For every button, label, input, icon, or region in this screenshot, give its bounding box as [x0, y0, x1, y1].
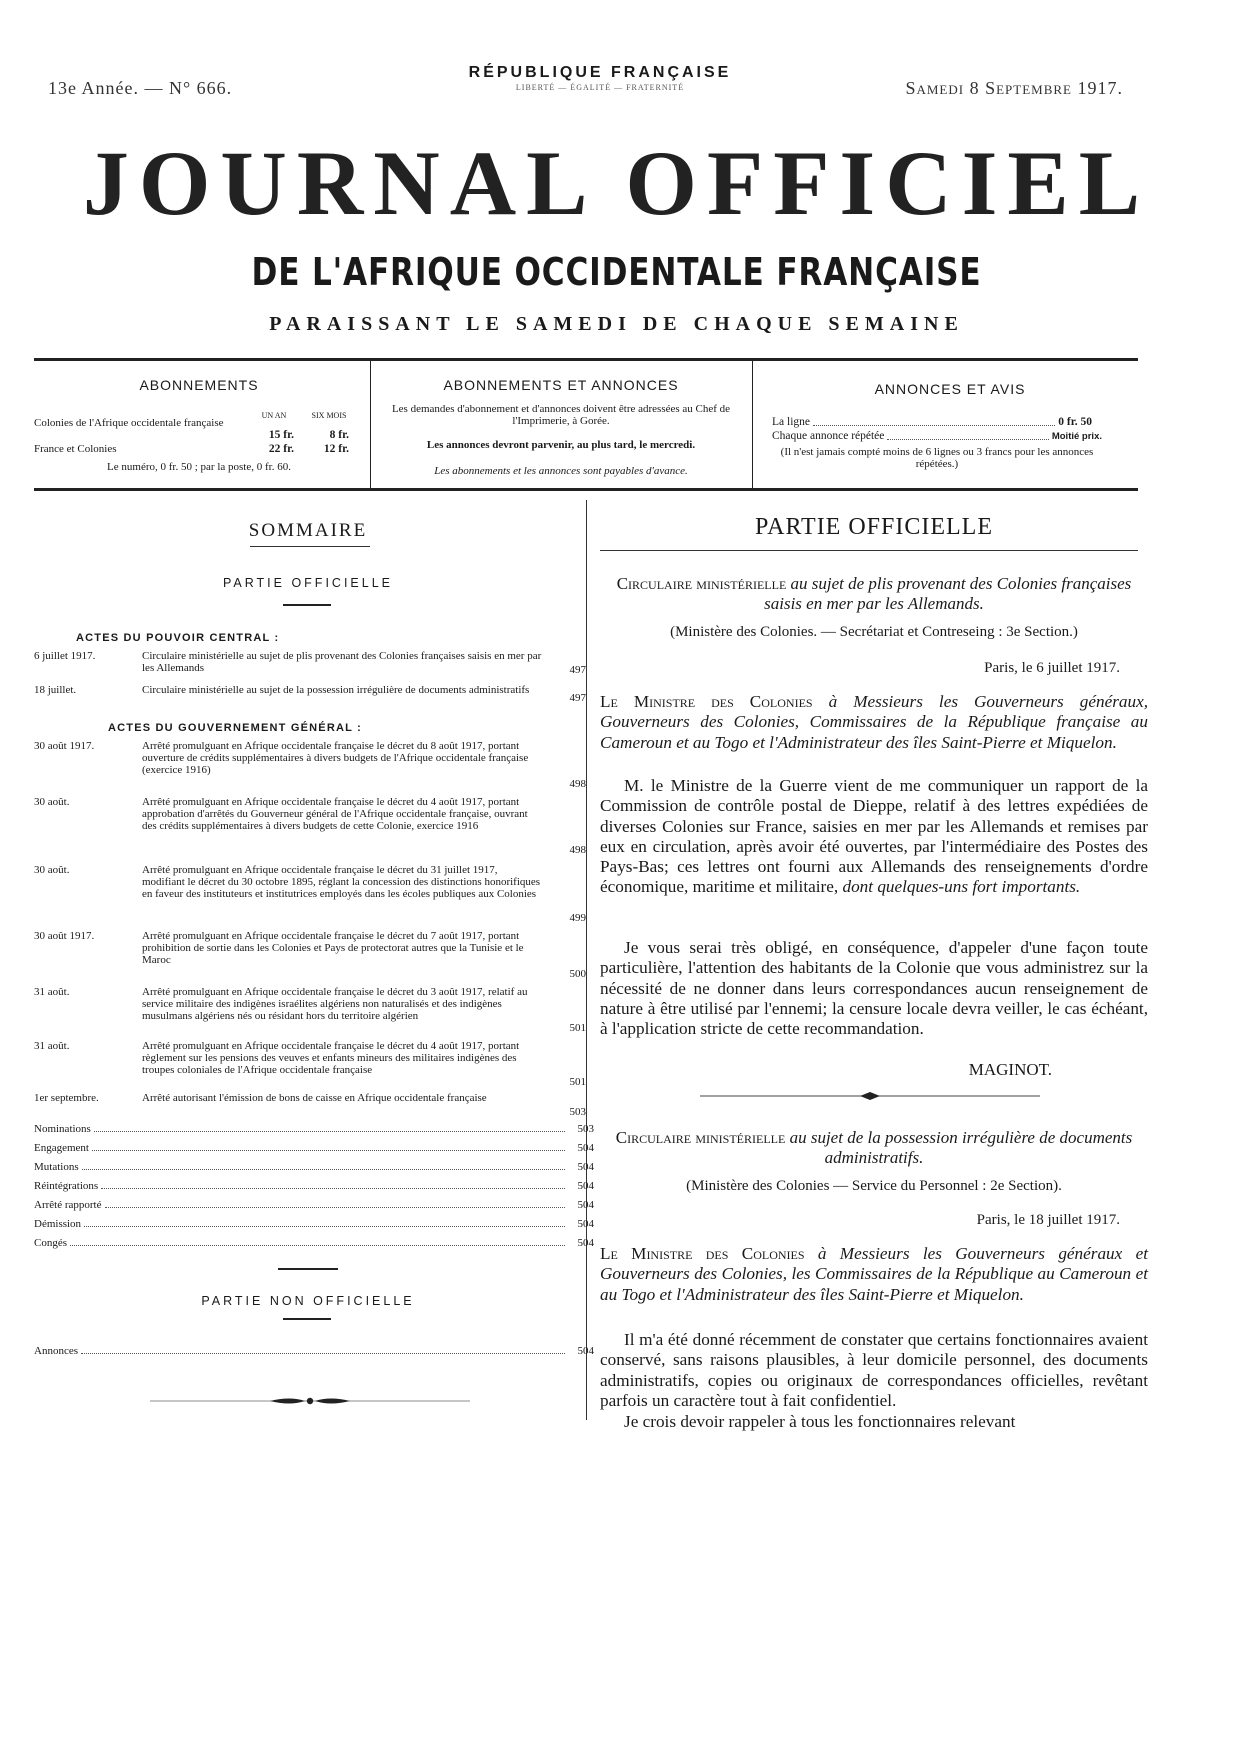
- toc-text: Arrêté promulguant en Afrique occidentale française le décret du 8 août 1917, portant ouverture de crédits supplémentaires à divers budgets de l'Afrique occidentale française (exercice 1916): [142, 740, 529, 776]
- circular-1-dept: (Ministère des Colonies. — Secrétariat et Contreseing : 3e Section.): [670, 624, 1078, 640]
- acts-general-heading: ACTES DU GOUVERNEMENT GÉNÉRAL :: [108, 722, 362, 734]
- sub-price-note: Le numéro, 0 fr. 50 ; par la poste, 0 fr. 60.: [107, 461, 291, 473]
- toc-simple-page: 504: [577, 1180, 594, 1192]
- toc-date: 1er septembre.: [34, 1092, 99, 1104]
- circular-2-place: Paris, le 18 juillet 1917.: [976, 1212, 1120, 1228]
- summary-part-official: PARTIE OFFICIELLE: [222, 576, 393, 590]
- toc-simple-item[interactable]: [34, 1199, 594, 1211]
- ornament-divider: [150, 1394, 470, 1408]
- toc-simple-label: Arrêté rapporté: [34, 1199, 102, 1211]
- toc-date: 18 juillet.: [34, 684, 77, 696]
- circular-1-address-rest: à Messieurs les Gouverneurs généraux, Gouverneurs des Colonies, Commissaires de la République française au Cameroun et au Togo et l'Administrateur des îles Saint-Pierre et Miquelon.: [600, 692, 1149, 752]
- sub-row-2-year: 22 fr.: [268, 443, 294, 455]
- circular-1-place: Paris, le 6 juillet 1917.: [984, 660, 1120, 676]
- toc-simple-item[interactable]: [34, 1218, 594, 1230]
- toc-date: 30 août.: [34, 796, 70, 808]
- issue-number: 13e Année. — N° 666.: [48, 78, 233, 98]
- subs-ads-line-3: Les abonnements et les annonces sont payables d'avance.: [434, 465, 688, 477]
- toc-page: 497: [569, 692, 586, 704]
- masthead-title: JOURNAL OFFICIEL: [82, 132, 1151, 234]
- circular-2-paragraph-2: Je crois devoir rappeler à tous les fonctionnaires relevant: [624, 1412, 1016, 1431]
- toc-text: Arrêté promulguant en Afrique occidentale française le décret du 3 août 1917, relatif au service militaire des indigènes israélites algériens non naturalisés et des indigènes musulmans algériens nés ou résidant hors du territoire algérien: [142, 986, 528, 1022]
- republic-heading: [400, 64, 800, 92]
- ads-note: (Il n'est jamais compté moins de 6 lignes ou 3 francs pour les annonces répétées.): [780, 446, 1094, 470]
- subs-ads-panel: [376, 361, 746, 488]
- toc-simple-item[interactable]: [34, 1142, 594, 1154]
- toc-simple-page: 504: [577, 1218, 594, 1230]
- toc-simple-page: 504: [577, 1199, 594, 1211]
- toc-annonces[interactable]: [34, 1345, 594, 1357]
- subs-ads-heading: ABONNEMENTS ET ANNONCES: [443, 377, 679, 393]
- circular-1-paragraph-2: Je vous serai très obligé, en conséquence, d'appeler d'une façon toute particulière, l'attention des habitants de la Colonie que vous administrez sur la nécessité de ne donner dans leurs correspondances aucun renseignement de nature à être utilisé par l'ennemi; la censure locale devra veiller, le cas échéant, à l'application stricte de cette recommandation.: [600, 938, 1148, 1039]
- circular-2-paragraph-1: Il m'a été donné récemment de constater que certains fonctionnaires avaient conservé, sans raisons plausibles, à leur domicile personnel, des documents administratifs, copies ou originaux de correspondances officielles, revêtant parfois un caractère tout à fait confidentiel.: [600, 1330, 1148, 1410]
- ads-row-2-value: Moitié prix.: [1051, 431, 1102, 442]
- circular-1-p1-text: M. le Ministre de la Guerre vient de me communiquer un rapport de la Commission de contrôle postal de Dieppe, relatif à des lettres expédiées de diverses Colonies sur France, saisies en mer par les Allemands et remises par eux en circulation, après avoir été ouvertes, par l'intermédiaire des Postes des Pays-Bas; ces lettres ont fourni aux Allemands des renseignements d'ordre économique, maritime et militaire,: [600, 776, 1148, 897]
- toc-page: 497: [569, 664, 586, 676]
- toc-annonces-page: 504: [577, 1345, 594, 1357]
- toc-simple-item[interactable]: [34, 1123, 594, 1135]
- subscription-box: [34, 358, 1138, 491]
- toc-date: 30 août 1917.: [34, 930, 95, 942]
- toc-date: 31 août.: [34, 1040, 70, 1052]
- summary-rule: [250, 546, 370, 547]
- toc-simple-label: Mutations: [34, 1161, 79, 1173]
- circular-1-heading-lead: Circulaire ministérielle: [616, 574, 787, 593]
- summary-rule: [278, 1268, 338, 1270]
- toc-page: 503: [569, 1106, 586, 1118]
- toc-date: 6 juillet 1917.: [34, 650, 96, 662]
- summary-rule: [283, 1318, 331, 1320]
- circular-1-address: [600, 692, 1148, 753]
- summary-rule: [283, 604, 331, 606]
- title-rule: [600, 550, 1138, 551]
- toc-date: 30 août.: [34, 864, 70, 876]
- toc-simple-item[interactable]: [34, 1180, 594, 1192]
- toc-simple-label: Congés: [34, 1237, 67, 1249]
- circular-1-heading: [600, 574, 1148, 614]
- circular-2-address-rest: à Messieurs les Gouverneurs généraux et Gouverneurs des Colonies, les Commissaires de la République au Cameroun et au Togo et l'Administrateur des îles Saint-Pierre et Miquelon.: [600, 1244, 1148, 1304]
- toc-simple-item[interactable]: [34, 1237, 594, 1249]
- circular-1-paragraph-1: [600, 776, 1148, 898]
- toc-simple-label: Nominations: [34, 1123, 91, 1135]
- toc-annonces-label: Annonces: [34, 1345, 78, 1357]
- circular-2-address: [600, 1244, 1148, 1305]
- circular-1-signature: MAGINOT.: [968, 1060, 1052, 1079]
- col-year-label: UN AN: [261, 411, 287, 420]
- toc-text: Circulaire ministérielle au sujet de la possession irrégulière de documents administratifs: [142, 684, 530, 696]
- toc-date: 31 août.: [34, 986, 70, 998]
- ads-row-2-label: Chaque annonce répétée: [772, 430, 885, 442]
- republic-motto: LIBERTÉ — ÉGALITÉ — FRATERNITÉ: [515, 83, 685, 92]
- circular-1-heading-rest: au sujet de plis provenant des Colonies françaises saisis en mer par les Allemands.: [764, 574, 1132, 613]
- sub-row-2-label: France et Colonies: [34, 443, 117, 455]
- acts-central-heading: ACTES DU POUVOIR CENTRAL :: [76, 632, 280, 644]
- summary-part-nonofficial: PARTIE NON OFFICIELLE: [201, 1294, 415, 1308]
- box-divider: [370, 361, 371, 488]
- toc-text: Arrêté promulguant en Afrique occidentale française le décret du 7 août 1917, portant prohibition de sortie dans les Colonies et Pays de protectorat autres que la Tunisie et le Maroc: [142, 930, 524, 966]
- toc-text: Circulaire ministérielle au sujet de plis provenant des Colonies françaises saisis en mer par les Allemands: [142, 650, 542, 674]
- ads-row-repeat: [772, 430, 1102, 443]
- toc-page: 499: [569, 912, 586, 924]
- toc-simple-label: Engagement: [34, 1142, 89, 1154]
- col-six-label: SIX MOIS: [311, 411, 347, 420]
- masthead-frequency: PARAISSANT LE SAMEDI DE CHAQUE SEMAINE: [269, 313, 964, 335]
- republic-name: RÉPUBLIQUE FRANÇAISE: [468, 64, 732, 81]
- subs-ads-line-2: Les annonces devront parvenir, au plus tard, le mercredi.: [426, 439, 696, 451]
- circular-2-heading: [600, 1128, 1148, 1168]
- issue-date: Samedi 8 Septembre 1917.: [905, 78, 1123, 98]
- subs-ads-line-1: Les demandes d'abonnement et d'annonces doivent être adressées au Chef de l'Imprimerie, à Gorée.: [391, 403, 731, 427]
- toc-simple-label: Réintégrations: [34, 1180, 99, 1192]
- box-divider: [752, 361, 753, 488]
- circular-1-address-lead: Le Ministre des Colonies: [600, 692, 813, 711]
- sub-row-1-six: 8 fr.: [329, 429, 349, 441]
- circular-2-heading-rest: au sujet de la possession irrégulière de documents administratifs.: [789, 1128, 1133, 1167]
- official-title: PARTIE OFFICIELLE: [754, 514, 993, 540]
- toc-text: Arrêté promulguant en Afrique occidentale française le décret du 4 août 1917, portant règlement sur les pensions des veuves et enfants mineurs des militaires indigènes des troupes coloniales de l'Afrique occidentale française: [142, 1040, 520, 1076]
- circular-2-address-lead: Le Ministre des Colonies: [600, 1244, 805, 1263]
- circular-1-p1-italic: dont quelques-uns fort importants.: [842, 877, 1081, 897]
- circular-2-heading-lead: Circulaire ministérielle: [615, 1128, 786, 1147]
- toc-text: Arrêté promulguant en Afrique occidentale française le décret du 4 août 1917, portant approbation d'arrêtés du Gouverneur général de l'Afrique occidentale française, ouvrant des crédits supplémentaires à divers budgets de cette Colonie, exercice 1916: [142, 796, 528, 832]
- ads-panel: [762, 361, 1138, 488]
- sub-row-1-year: 15 fr.: [268, 429, 294, 441]
- subscriptions-panel: [34, 361, 364, 488]
- toc-page: 501: [569, 1076, 586, 1088]
- toc-simple-label: Démission: [34, 1218, 82, 1230]
- toc-simple-page: 504: [577, 1237, 594, 1249]
- toc-text: Arrêté autorisant l'émission de bons de caisse en Afrique occidentale française: [142, 1092, 487, 1104]
- ads-heading: ANNONCES ET AVIS: [874, 381, 1026, 397]
- toc-text: Arrêté promulguant en Afrique occidentale française le décret du 31 juillet 1917, modifiant le décret du 30 octobre 1895, réglant la concession des distinctions honorifiques en faveur des instituteurs et institutrices employés dans les écoles publiques aux Colonies: [142, 864, 541, 900]
- sub-row-1-label: Colonies de l'Afrique occidentale française: [34, 417, 224, 429]
- toc-simple-page: 504: [577, 1161, 594, 1173]
- toc-simple-page: 503: [577, 1123, 594, 1135]
- toc-simple-item[interactable]: [34, 1161, 594, 1173]
- subscriptions-heading: ABONNEMENTS: [139, 377, 259, 393]
- toc-simple-page: 504: [577, 1142, 594, 1154]
- toc-page: 501: [569, 1022, 586, 1034]
- toc-page: 498: [569, 844, 586, 856]
- ads-row-line: [772, 416, 1092, 429]
- sub-row-2-six: 12 fr.: [323, 443, 349, 455]
- ads-row-1-value: 0 fr. 50: [1058, 416, 1092, 428]
- ads-row-1-label: La ligne: [772, 416, 810, 428]
- circular-2-dept: (Ministère des Colonies — Service du Personnel : 2e Section).: [686, 1178, 1062, 1194]
- toc-date: 30 août 1917.: [34, 740, 95, 752]
- summary-title: SOMMAIRE: [248, 520, 368, 541]
- toc-page: 498: [569, 778, 586, 790]
- ornament-divider: [700, 1091, 1040, 1101]
- masthead-subtitle: DE L'AFRIQUE OCCIDENTALE FRANÇAISE: [251, 250, 982, 294]
- column-divider: [586, 500, 587, 1420]
- toc-page: 500: [569, 968, 586, 980]
